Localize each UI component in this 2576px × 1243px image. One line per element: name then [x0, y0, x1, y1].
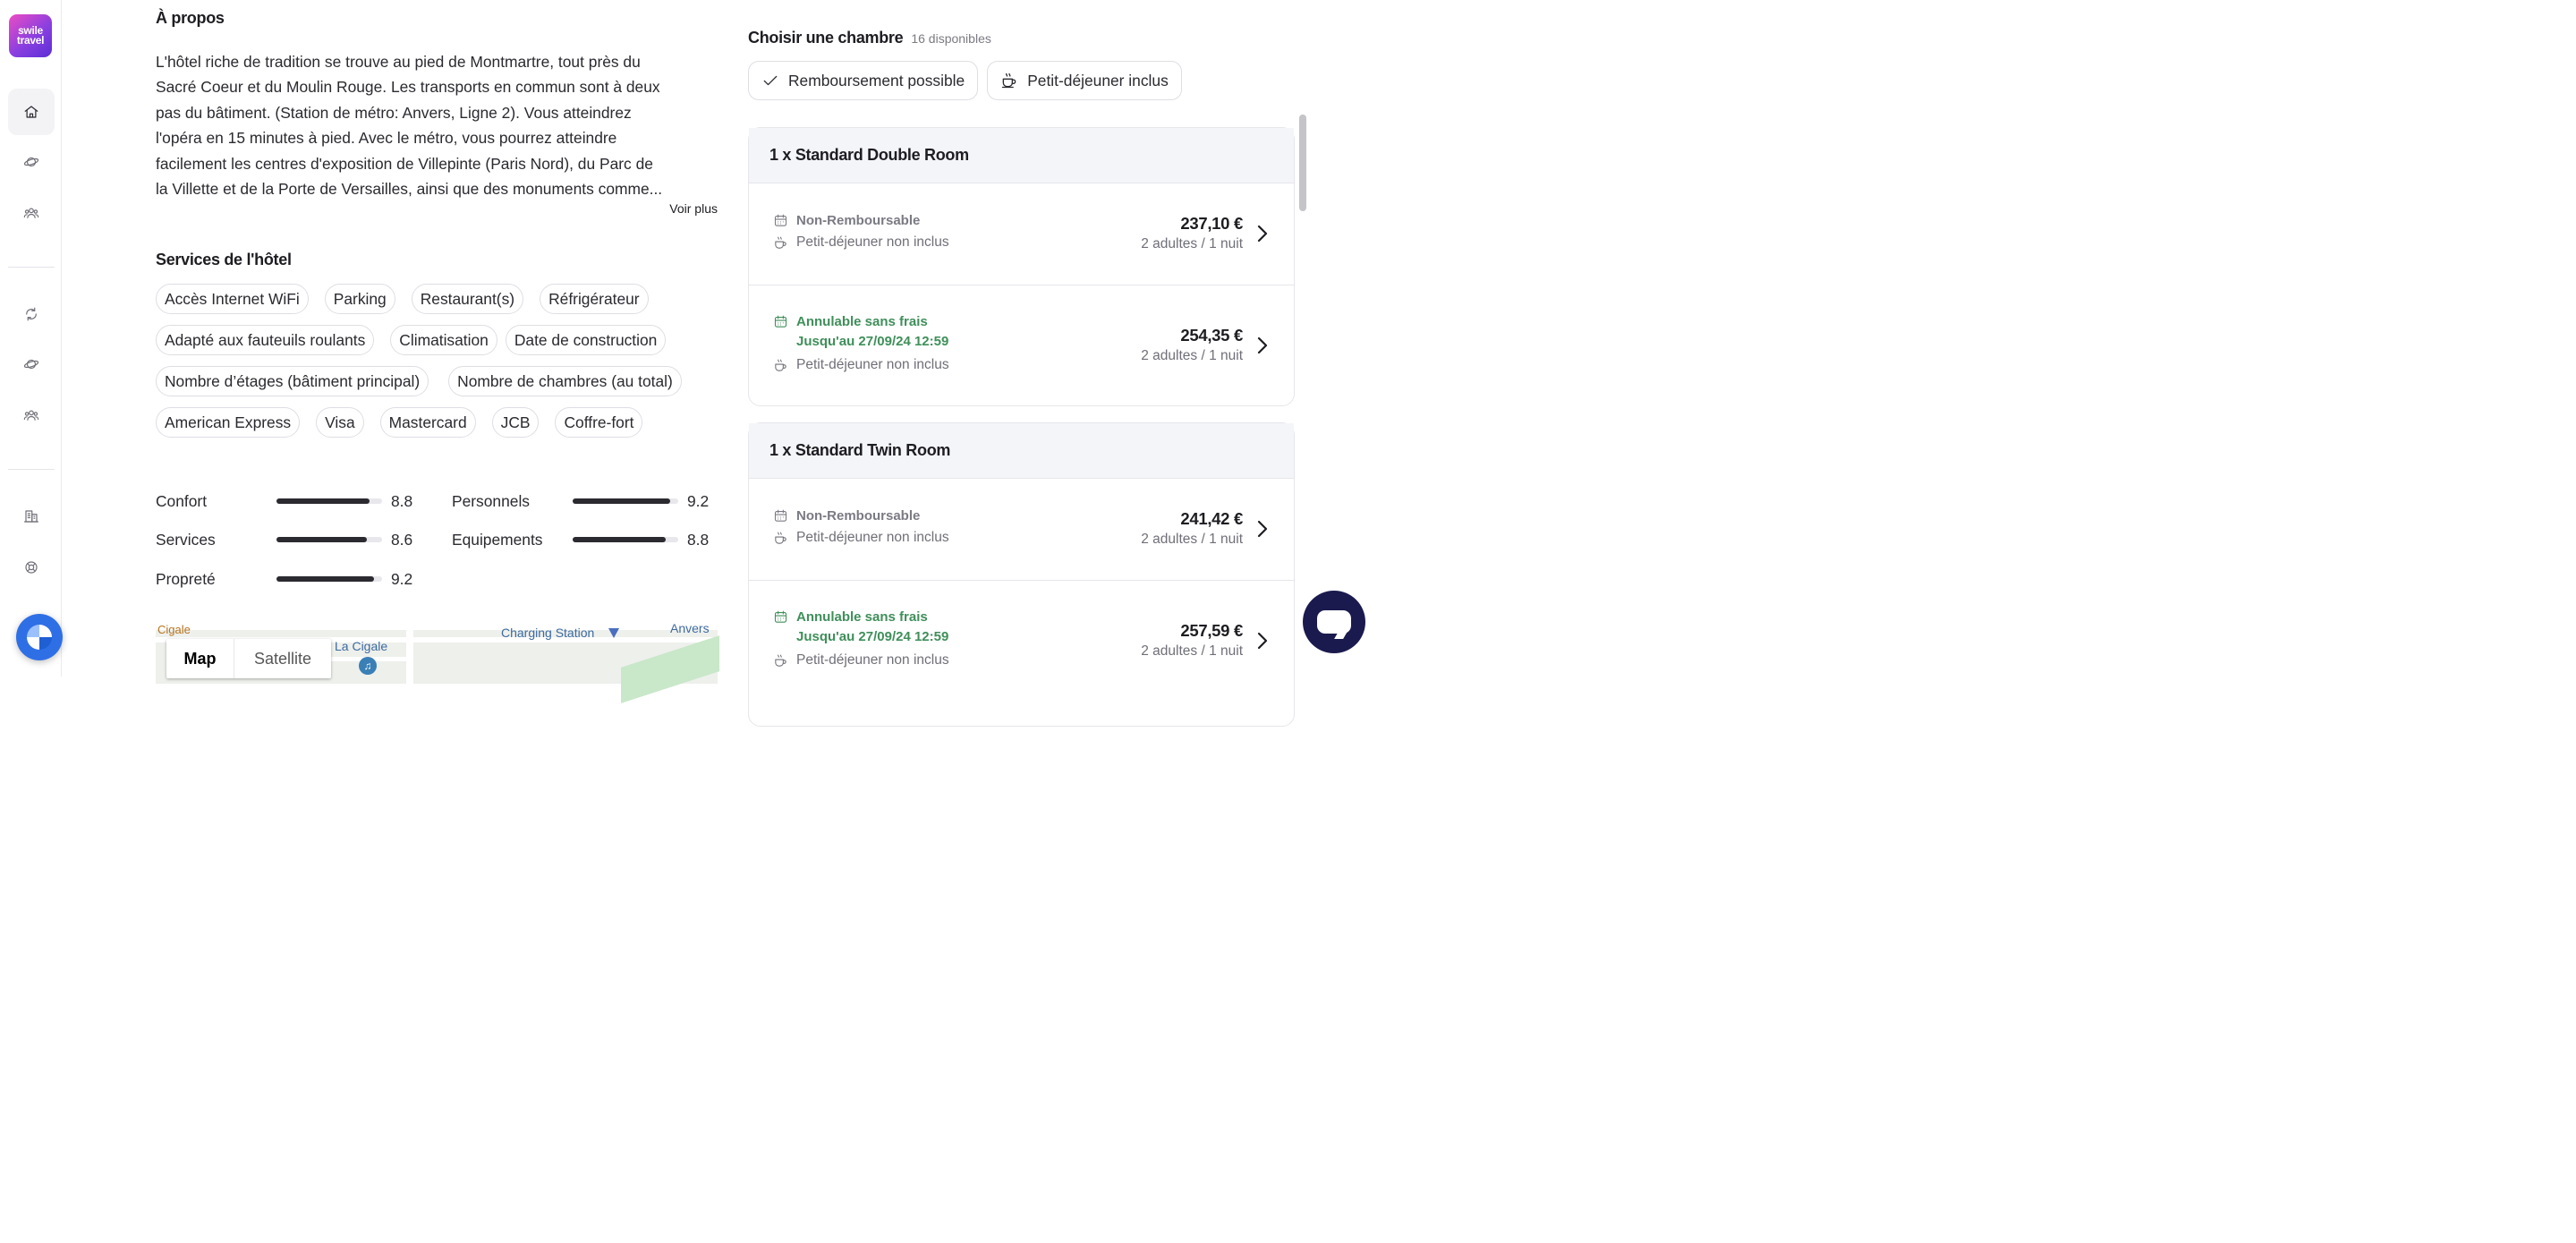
price-occupancy: 2 adultes / 1 nuit — [1141, 348, 1243, 363]
blue-quad-icon — [24, 622, 55, 652]
policy-text: Non-Remboursable — [796, 213, 921, 228]
nav-support[interactable] — [8, 544, 55, 591]
room-name: 1 x Standard Twin Room — [749, 423, 1294, 478]
cancellation-policy — [773, 312, 948, 352]
check-icon — [761, 72, 779, 89]
meal-info — [773, 652, 949, 668]
chat-bubble-icon — [1317, 610, 1351, 634]
filter-label: Petit-déjeuner inclus — [1027, 71, 1169, 89]
map-park — [621, 635, 719, 703]
calendar-icon — [773, 609, 788, 625]
coffee-icon — [1000, 72, 1018, 89]
sidebar-divider — [8, 267, 55, 268]
rating-bar-fill — [573, 537, 666, 542]
service-chip: Nombre de chambres (au total) — [448, 366, 682, 396]
rating-label: Propreté — [156, 569, 216, 588]
nav-company[interactable] — [8, 493, 55, 540]
rating-value: 8.8 — [391, 491, 413, 510]
policy-line: Annulable sans frais — [796, 609, 928, 625]
services-row — [156, 284, 718, 314]
rating-personnels — [452, 488, 709, 515]
chevron-right-icon — [1256, 336, 1269, 354]
rating-value: 9.2 — [687, 491, 710, 510]
rating-services — [156, 526, 412, 553]
rating-proprete — [156, 566, 412, 592]
chevron-right-icon — [1256, 632, 1269, 650]
calendar-icon — [773, 508, 788, 524]
about-description — [156, 49, 718, 201]
services-title: Services de l'hôtel — [156, 251, 292, 268]
chevron-right-icon — [1256, 520, 1269, 538]
rating-bar-fill — [276, 537, 367, 542]
rate-option[interactable] — [749, 183, 1294, 285]
planet-icon — [23, 154, 39, 170]
map-label-charging: Charging Station — [501, 626, 595, 640]
rating-bar — [276, 498, 382, 504]
logo-line-2: travel — [16, 34, 45, 47]
filter-label: Remboursement possible — [788, 71, 965, 89]
about-line: l'opéra en 15 minutes à pied. Avec le métro, vous pourrez atteindre — [156, 129, 617, 148]
cancellation-policy — [773, 507, 920, 526]
rating-label: Confort — [156, 491, 208, 510]
swile-travel-logo[interactable] — [9, 14, 52, 57]
service-chip: Restaurant(s) — [412, 284, 523, 314]
rating-bar-fill — [276, 498, 370, 504]
room-name: 1 x Standard Double Room — [749, 128, 1294, 183]
rate-price — [1141, 509, 1243, 548]
policy-deadline: Jusqu'au 27/09/24 12:59 — [796, 334, 949, 349]
rating-label: Services — [156, 530, 216, 549]
services-row — [156, 407, 718, 438]
users-icon — [23, 205, 39, 221]
coffee-icon — [773, 531, 788, 546]
see-more-link[interactable]: Voir plus — [669, 201, 718, 216]
rating-label: Personnels — [452, 491, 531, 510]
filter-refundable[interactable] — [748, 61, 978, 100]
room-filters — [748, 61, 1182, 100]
map-label-anvers: Anvers — [670, 621, 710, 635]
map-label-cigale: La Cigale — [335, 639, 388, 653]
policy-line: Annulable sans frais — [796, 314, 928, 329]
about-line: L'hôtel riche de tradition se trouve au pied de Montmartre, tout près du — [156, 53, 641, 71]
service-chip: Parking — [325, 284, 395, 314]
service-chip: American Express — [156, 407, 300, 438]
rating-bar — [573, 537, 678, 542]
price-amount: 254,35 € — [1180, 326, 1243, 345]
about-line: facilement les centres d'exposition de Villepinte (Paris Nord), du Parc de — [156, 154, 653, 173]
refresh-icon — [23, 306, 39, 322]
rate-option[interactable] — [749, 478, 1294, 580]
sidebar-divider — [8, 469, 55, 470]
service-chip: JCB — [492, 407, 540, 438]
service-chip: Visa — [316, 407, 364, 438]
meal-info — [773, 530, 949, 546]
logo-line-1: swile — [18, 24, 43, 37]
service-chip: Accès Internet WiFi — [156, 284, 309, 314]
service-chip: Coffre-fort — [555, 407, 642, 438]
coffee-icon — [773, 653, 788, 668]
calendar-icon — [773, 213, 788, 228]
rating-bar — [276, 537, 382, 542]
service-chip: Climatisation — [390, 325, 497, 355]
policy-deadline: Jusqu'au 27/09/24 12:59 — [796, 629, 949, 644]
nav-sync[interactable] — [8, 291, 55, 337]
meal-text: Petit-déjeuner non inclus — [796, 530, 949, 545]
rate-price — [1141, 326, 1243, 364]
hotel-map[interactable] — [156, 621, 718, 684]
nav-travel[interactable] — [8, 139, 55, 185]
rating-bar-fill — [573, 498, 670, 504]
services-row — [156, 366, 718, 396]
room-card — [748, 127, 1295, 406]
rate-option[interactable] — [749, 285, 1294, 405]
scrollbar-thumb[interactable] — [1299, 115, 1306, 211]
satellite-tab[interactable]: Satellite — [253, 649, 312, 668]
about-line: pas du bâtiment. (Station de métro: Anvers, Ligne 2). Vous atteindrez — [156, 103, 632, 122]
rating-value: 8.6 — [391, 530, 413, 549]
charging-pin-icon — [608, 628, 619, 638]
rooms-scroll-area[interactable] — [748, 113, 1310, 677]
price-occupancy: 2 adultes / 1 nuit — [1141, 643, 1243, 659]
rating-confort — [156, 488, 412, 515]
lifebuoy-icon — [23, 559, 39, 575]
services-list — [156, 284, 718, 448]
rating-value: 8.8 — [687, 530, 710, 549]
cancellation-policy — [773, 211, 920, 231]
service-chip: Date de construction — [506, 325, 667, 355]
price-amount: 241,42 € — [1180, 509, 1243, 528]
rating-equipements — [452, 526, 709, 553]
about-line: la Villette et de la Porte de Versailles, ainsi que des monuments comme... — [156, 180, 663, 199]
policy-text — [796, 608, 948, 647]
calendar-icon — [773, 314, 788, 329]
cancellation-policy — [773, 608, 948, 647]
nav-travellers-2[interactable] — [8, 392, 55, 438]
meal-info — [773, 357, 949, 373]
building-icon — [23, 508, 39, 524]
policy-text: Non-Remboursable — [796, 508, 921, 524]
rating-bar — [276, 576, 382, 582]
music-venue-icon: ♫ — [359, 657, 377, 675]
meal-text: Petit-déjeuner non inclus — [796, 652, 949, 668]
users-icon — [23, 407, 39, 423]
service-chip: Mastercard — [380, 407, 476, 438]
chat-button[interactable] — [1303, 591, 1365, 653]
meal-text: Petit-déjeuner non inclus — [796, 357, 949, 372]
home-icon — [23, 104, 39, 120]
rooms-available-count: 16 disponibles — [911, 31, 991, 46]
nav-travellers[interactable] — [8, 190, 55, 236]
service-chip: Nombre d’étages (bâtiment principal) — [156, 366, 429, 396]
service-chip: Adapté aux fauteuils roulants — [156, 325, 374, 355]
rating-value: 9.2 — [391, 569, 413, 588]
meal-text: Petit-déjeuner non inclus — [796, 234, 949, 250]
filter-breakfast[interactable] — [987, 61, 1182, 100]
policy-text — [796, 312, 948, 352]
rate-option[interactable] — [749, 580, 1294, 701]
sidebar — [0, 0, 62, 677]
about-line: Sacré Coeur et du Moulin Rouge. Les transports en commun sont à deux — [156, 78, 660, 97]
rating-bar-fill — [276, 576, 374, 582]
nav-home[interactable] — [8, 89, 55, 135]
chevron-right-icon — [1256, 225, 1269, 243]
rating-bar — [573, 498, 678, 504]
planet-icon — [23, 356, 39, 372]
map-label: Cigale — [157, 623, 191, 636]
coffee-icon — [773, 235, 788, 251]
services-row — [156, 325, 718, 355]
price-occupancy: 2 adultes / 1 nuit — [1141, 532, 1243, 547]
nav-travel-2[interactable] — [8, 341, 55, 387]
coffee-icon — [773, 358, 788, 373]
rooms-scrollbar[interactable] — [1297, 113, 1310, 677]
rating-label: Equipements — [452, 530, 543, 549]
meal-info — [773, 234, 949, 251]
price-occupancy: 2 adultes / 1 nuit — [1141, 236, 1243, 251]
map-type-toggle — [166, 639, 331, 678]
assistant-logo-button[interactable] — [16, 614, 63, 660]
service-chip: Réfrigérateur — [540, 284, 649, 314]
room-selection-header — [748, 29, 991, 47]
room-card — [748, 422, 1295, 727]
price-amount: 237,10 € — [1180, 214, 1243, 233]
price-amount: 257,59 € — [1180, 621, 1243, 640]
about-title: À propos — [156, 9, 225, 27]
map-road — [406, 630, 413, 684]
rate-price — [1141, 621, 1243, 660]
rate-price — [1141, 214, 1243, 252]
room-selection-title: Choisir une chambre — [748, 29, 904, 47]
map-tab[interactable]: Map — [166, 639, 234, 678]
